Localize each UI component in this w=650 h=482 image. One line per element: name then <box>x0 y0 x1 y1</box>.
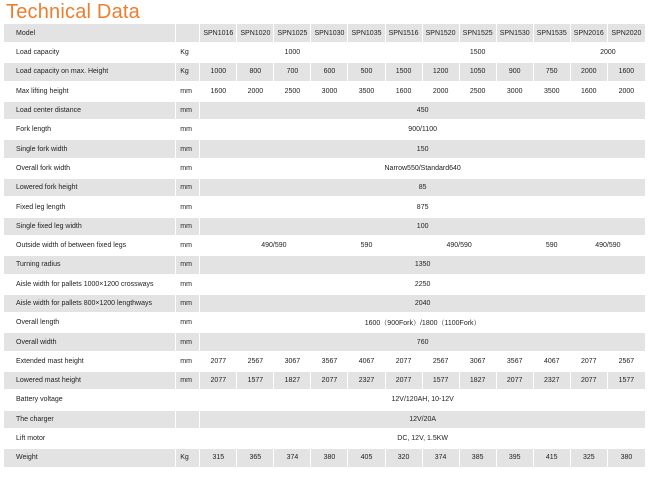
value-cell: 380 <box>311 449 348 468</box>
value-cell: 900 <box>497 63 534 82</box>
table-row <box>4 198 646 217</box>
value-cell: 385 <box>460 449 497 468</box>
table-row <box>4 333 646 352</box>
value-cell: 1000 <box>200 63 237 82</box>
value-cell: 374 <box>274 449 311 468</box>
column-header-model-name: SPN1016 <box>200 24 237 44</box>
value-cell: 2077 <box>200 353 237 372</box>
table-row <box>4 411 646 430</box>
parameter-label: Load center distance <box>4 102 176 121</box>
value-cell: 875 <box>200 198 646 217</box>
table-row <box>4 276 646 295</box>
value-cell: 2077 <box>571 372 608 391</box>
value-cell: 1600 <box>608 63 646 82</box>
parameter-label: Aisle width for pallets 800×1200 lengthways <box>4 295 176 314</box>
column-header-model-name: SPN1525 <box>460 24 497 44</box>
value-cell: 590 <box>348 237 385 256</box>
unit-cell <box>176 430 200 449</box>
column-header-unit <box>176 24 200 44</box>
column-header-model: Model <box>4 24 176 44</box>
value-cell: 2250 <box>200 276 646 295</box>
value-cell: 395 <box>497 449 534 468</box>
unit-cell: mm <box>176 295 200 314</box>
table-row <box>4 218 646 237</box>
table-row <box>4 449 646 468</box>
value-cell: 4067 <box>534 353 571 372</box>
column-header-model-name: SPN1520 <box>423 24 460 44</box>
value-cell: 12V/120AH, 10-12V <box>200 391 646 410</box>
value-cell: 3567 <box>497 353 534 372</box>
unit-cell: mm <box>176 372 200 391</box>
column-header-model-name: SPN1535 <box>534 24 571 44</box>
value-cell: 2327 <box>348 372 385 391</box>
unit-cell: Kg <box>176 63 200 82</box>
value-cell: 3000 <box>311 83 348 102</box>
value-cell: 600 <box>311 63 348 82</box>
value-cell: 750 <box>534 63 571 82</box>
unit-cell: mm <box>176 160 200 179</box>
value-cell: 1350 <box>200 256 646 275</box>
table-row <box>4 314 646 333</box>
table-row <box>4 63 646 82</box>
unit-cell: mm <box>176 314 200 333</box>
parameter-label: Load capacity <box>4 44 176 63</box>
value-cell: 315 <box>200 449 237 468</box>
value-cell: 2567 <box>608 353 646 372</box>
unit-cell: mm <box>176 256 200 275</box>
value-cell: 1577 <box>423 372 460 391</box>
unit-cell: mm <box>176 198 200 217</box>
column-header-model-name: SPN2020 <box>608 24 646 44</box>
value-cell: 405 <box>348 449 385 468</box>
unit-cell: mm <box>176 102 200 121</box>
value-cell: 380 <box>608 449 646 468</box>
value-cell: 3500 <box>534 83 571 102</box>
value-cell: 490/590 <box>386 237 534 256</box>
table-row <box>4 256 646 275</box>
parameter-label: Outside width of between fixed legs <box>4 237 176 256</box>
value-cell: 3067 <box>274 353 311 372</box>
value-cell: 450 <box>200 102 646 121</box>
value-cell: 325 <box>571 449 608 468</box>
value-cell: Narrow550/Standard640 <box>200 160 646 179</box>
technical-data-table <box>4 24 646 469</box>
table-row <box>4 179 646 198</box>
value-cell: 1577 <box>237 372 274 391</box>
parameter-label: Lowered fork height <box>4 179 176 198</box>
value-cell: 1600 <box>386 83 423 102</box>
value-cell: 2000 <box>608 83 646 102</box>
value-cell: 3067 <box>460 353 497 372</box>
value-cell: 2567 <box>237 353 274 372</box>
value-cell: 1577 <box>608 372 646 391</box>
value-cell: 100 <box>200 218 646 237</box>
value-cell: 900/1100 <box>200 121 646 140</box>
parameter-label: Max lifting height <box>4 83 176 102</box>
value-cell: 1600 <box>571 83 608 102</box>
value-cell: 1000 <box>200 44 385 63</box>
unit-cell: mm <box>176 353 200 372</box>
table-row <box>4 237 646 256</box>
value-cell: 2077 <box>386 372 423 391</box>
column-header-model-name: SPN1530 <box>497 24 534 44</box>
parameter-label: Overall width <box>4 333 176 352</box>
unit-cell: Kg <box>176 449 200 468</box>
value-cell: 1500 <box>386 44 571 63</box>
value-cell: 2077 <box>571 353 608 372</box>
value-cell: 3567 <box>311 353 348 372</box>
unit-cell: mm <box>176 218 200 237</box>
value-cell: 415 <box>534 449 571 468</box>
value-cell: 374 <box>423 449 460 468</box>
value-cell: 4067 <box>348 353 385 372</box>
unit-cell: mm <box>176 140 200 159</box>
value-cell: 2000 <box>423 83 460 102</box>
unit-cell: Kg <box>176 44 200 63</box>
value-cell: 800 <box>237 63 274 82</box>
parameter-label: Battery voltage <box>4 391 176 410</box>
unit-cell: mm <box>176 83 200 102</box>
value-cell: 2077 <box>497 372 534 391</box>
value-cell: DC, 12V, 1.5KW <box>200 430 646 449</box>
parameter-label: Extended mast height <box>4 353 176 372</box>
value-cell: 1827 <box>274 372 311 391</box>
parameter-label: Load capacity on max. Height <box>4 63 176 82</box>
unit-cell: mm <box>176 333 200 352</box>
parameter-label: Weight <box>4 449 176 468</box>
parameter-label: Fixed leg length <box>4 198 176 217</box>
parameter-label: The charger <box>4 411 176 430</box>
table-body <box>4 24 646 469</box>
table-row <box>4 391 646 410</box>
column-header-model-name: SPN2016 <box>571 24 608 44</box>
unit-cell: mm <box>176 237 200 256</box>
value-cell: 490/590 <box>200 237 348 256</box>
unit-cell <box>176 391 200 410</box>
value-cell: 2327 <box>534 372 571 391</box>
table-row <box>4 353 646 372</box>
parameter-label: Single fixed leg width <box>4 218 176 237</box>
value-cell: 1600（900Fork）/1800（1100Fork） <box>200 314 646 333</box>
value-cell: 2077 <box>386 353 423 372</box>
unit-cell: mm <box>176 179 200 198</box>
value-cell: 85 <box>200 179 646 198</box>
value-cell: 12V/20A <box>200 411 646 430</box>
table-row <box>4 44 646 63</box>
unit-cell: mm <box>176 121 200 140</box>
value-cell: 2077 <box>311 372 348 391</box>
value-cell: 2500 <box>274 83 311 102</box>
value-cell: 490/590 <box>571 237 646 256</box>
value-cell: 700 <box>274 63 311 82</box>
column-header-model-name: SPN1025 <box>274 24 311 44</box>
value-cell: 2000 <box>571 44 646 63</box>
column-header-model-name: SPN1030 <box>311 24 348 44</box>
value-cell: 2500 <box>460 83 497 102</box>
value-cell: 2567 <box>423 353 460 372</box>
value-cell: 150 <box>200 140 646 159</box>
value-cell: 1827 <box>460 372 497 391</box>
parameter-label: Fork length <box>4 121 176 140</box>
value-cell: 2077 <box>200 372 237 391</box>
value-cell: 365 <box>237 449 274 468</box>
value-cell: 1600 <box>200 83 237 102</box>
table-row <box>4 83 646 102</box>
unit-cell <box>176 411 200 430</box>
parameter-label: Lowered mast height <box>4 372 176 391</box>
table-row <box>4 140 646 159</box>
parameter-label: Turning radius <box>4 256 176 275</box>
value-cell: 2000 <box>237 83 274 102</box>
unit-cell: mm <box>176 276 200 295</box>
table-row <box>4 121 646 140</box>
value-cell: 500 <box>348 63 385 82</box>
value-cell: 3000 <box>497 83 534 102</box>
column-header-model-name: SPN1035 <box>348 24 385 44</box>
value-cell: 1500 <box>386 63 423 82</box>
table-row <box>4 102 646 121</box>
value-cell: 760 <box>200 333 646 352</box>
parameter-label: Aisle width for pallets 1000×1200 crossways <box>4 276 176 295</box>
value-cell: 590 <box>534 237 571 256</box>
value-cell: 1050 <box>460 63 497 82</box>
value-cell: 320 <box>386 449 423 468</box>
value-cell: 1200 <box>423 63 460 82</box>
parameter-label: Overall fork width <box>4 160 176 179</box>
page-title: Technical Data <box>6 1 140 23</box>
table-row <box>4 160 646 179</box>
column-header-model-name: SPN1020 <box>237 24 274 44</box>
parameter-label: Single fork width <box>4 140 176 159</box>
value-cell: 2000 <box>571 63 608 82</box>
table-row <box>4 372 646 391</box>
parameter-label: Overall length <box>4 314 176 333</box>
value-cell: 3500 <box>348 83 385 102</box>
table-row <box>4 295 646 314</box>
parameter-label: Lift motor <box>4 430 176 449</box>
table-row <box>4 430 646 449</box>
value-cell: 2040 <box>200 295 646 314</box>
column-header-model-name: SPN1516 <box>386 24 423 44</box>
table-header-row <box>4 24 646 44</box>
